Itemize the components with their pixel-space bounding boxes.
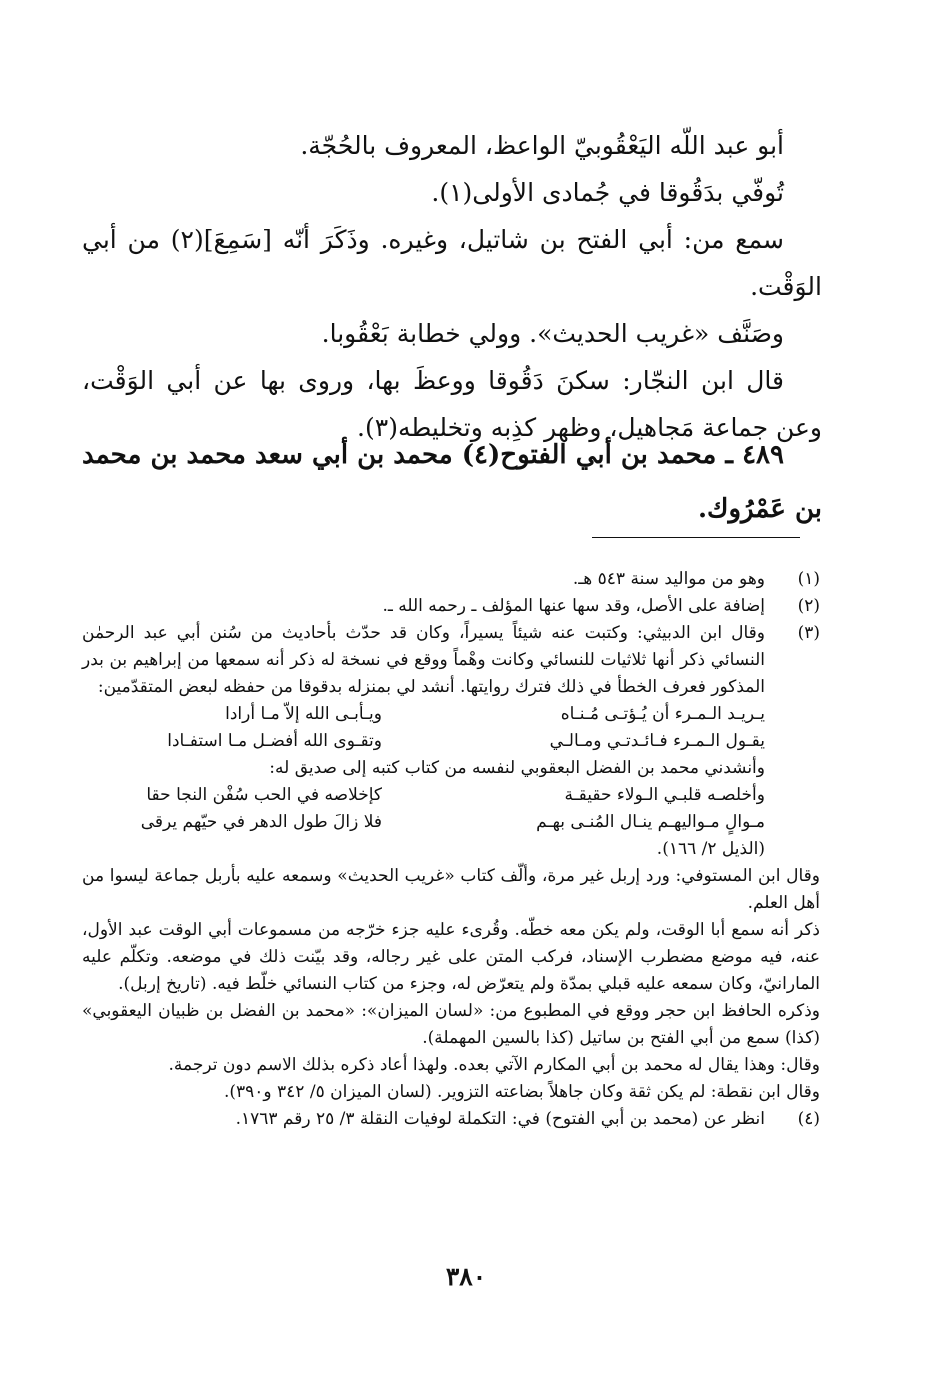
main-line-1: أبو عبد اللّه اليَعْقُوبيّ الواعظ، المعروف بالحُجّة. <box>300 131 784 160</box>
footnote-3 <box>82 620 820 701</box>
verse-line-1 <box>82 701 820 728</box>
verse-line-2 <box>82 728 820 755</box>
verse-hemistich: فلا زالَ طول الدهر في حيّهم يرقى <box>140 812 382 832</box>
footnote-text: إضافة على الأصل، وقد سها عنها المؤلف ـ رحمه الله ـ. <box>382 596 765 616</box>
main-line-5: قال ابن النجّار: سكنَ دَقُوقا ووعظَ بها، وروى بها عن أبي الوَقْت، وعن جماعة مَجاهيل، وظهر كذِبه وتخليطه(٣). <box>82 366 822 442</box>
main-text <box>82 122 822 451</box>
source-citation: (الذيل ٢/ ١٦٦). <box>656 839 765 859</box>
entry-heading <box>82 428 822 536</box>
footnote-1 <box>82 566 820 593</box>
footnote-text: وقال ابن الدبيثي: وكتبت عنه شيئاً يسيراً، وكان قد حدّث بأحاديث من سُنن أبي عبد الرحمٰن النسائي ذكر أنها ثلاثيات للنسائي وكانت وهْماً ووقع في نسخة له ذكر أنه سمعها من إبراهيم بن بدر المذكور فعرف الخطأ في ذلك فترك روايتها. أنشد لي بمنزله بدقوقا من حفظه لبعض المتقدّمين: <box>82 623 765 697</box>
main-line-4: وصَنَّف «غريب الحديث». وولي خطابة بَعْقُوبا. <box>321 319 784 348</box>
verse-hemistich: ويـأبـى الله إلاّ مـا أرادا <box>225 704 382 724</box>
verse-hemistich: وأخلصـه قلبـي الـولاء حقيقـة <box>564 785 765 805</box>
footnote-paragraph: وذكره الحافظ ابن حجر ووقع في المطبوع من: «لسان الميزان»: «محمد بن الفضل بن ظبيان اليعقوبي» (كذا) سمع من أبي الفتح بن ساتيل (كذا بالسين المهملة). <box>82 1001 820 1048</box>
page-number: ٣٨٠ <box>445 1262 487 1291</box>
verse-hemistich: كإخلاصه في الحب سُفْن النجا حقا <box>146 785 382 805</box>
recitation-line: وأنشدني محمد بن الفضل البعقوبي لنفسه من كتاب كتبه إلى صديق له: <box>269 758 765 778</box>
footnote-separator <box>592 537 800 538</box>
footnote-paragraph: ذكر أنه سمع أبا الوقت، ولم يكن معه خطّه. وقُرىء عليه جزء خرّجه من مسموعات أبي الوقت عبد الأول، عنه، فيه موضع مضطرب الإسناد، فركب المتن على غير رجاله، وقد بيّنت ذلك في موضعه. وتكلّم عليه المارانيّ، وكان سمعه عليه قبلي بمدّة ولم يتعرّض له، وجزء من كتاب النسائي خلّط فيه. (تاريخ إربل). <box>82 920 820 994</box>
footnote-number: (٣) <box>797 623 820 643</box>
verse-hemistich: يقـول الـمـرء فـائـدتـي ومـالـي <box>549 731 765 751</box>
footnote-paragraph: وقال ابن المستوفي: ورد إربل غير مرة، وألّف كتاب «غريب الحديث» وسمعه عليه بأربل جماعة ليسوا من أهل العلم. <box>82 866 820 913</box>
entry-489: ٤٨٩ ـ محمد بن أبي الفتوح(٤) محمد بن أبي سعد محمد بن محمد بن عَمْرُوك. <box>82 440 822 524</box>
footnote-text: وهو من مواليد سنة ٥٤٣ هـ. <box>572 569 765 589</box>
footnotes <box>82 566 820 1133</box>
footnote-number: (١) <box>797 569 820 589</box>
main-line-3: سمع من: أبي الفتح بن شاتيل، وغيره. وذَكَرَ أنّه [سَمِعَ](٢) من أبي الوَقْت. <box>82 225 822 301</box>
footnote-4 <box>82 1106 820 1133</box>
verse-line-3 <box>82 782 820 809</box>
verse-hemistich: يـريـد الـمـرء أن يُـؤتـى مُـنـاه <box>560 704 765 724</box>
footnote-number: (٤) <box>797 1109 820 1129</box>
footnote-paragraph: وقال ابن نقطة: لم يكن ثقة وكان جاهلاً بضاعته التزوير. (لسان الميزان ٥/ ٣٤٢ و٣٩٠). <box>223 1082 820 1102</box>
main-line-2: تُوفّي بدَقُوقا في جُمادى الأولى(١). <box>431 178 784 207</box>
footnote-paragraph: وقال: وهذا يقال له محمد بن أبي المكارم الآتي بعده. ولهذا أعاد ذكره بذلك الاسم دون ترجمة. <box>168 1055 820 1075</box>
verse-hemistich: وتقـوى الله أفضـل مـا استفـادا <box>167 731 382 751</box>
footnote-text: انظر عن (محمد بن أبي الفتوح) في: التكملة لوفيات النقلة ٣/ ٢٥ رقم ١٧٦٣. <box>235 1109 765 1129</box>
verse-hemistich: مـوالٍ مـواليهـم ينـال المُنـى بهـم <box>536 812 765 832</box>
verse-line-4 <box>82 809 820 836</box>
footnote-number: (٢) <box>797 596 820 616</box>
footnote-2 <box>82 593 820 620</box>
